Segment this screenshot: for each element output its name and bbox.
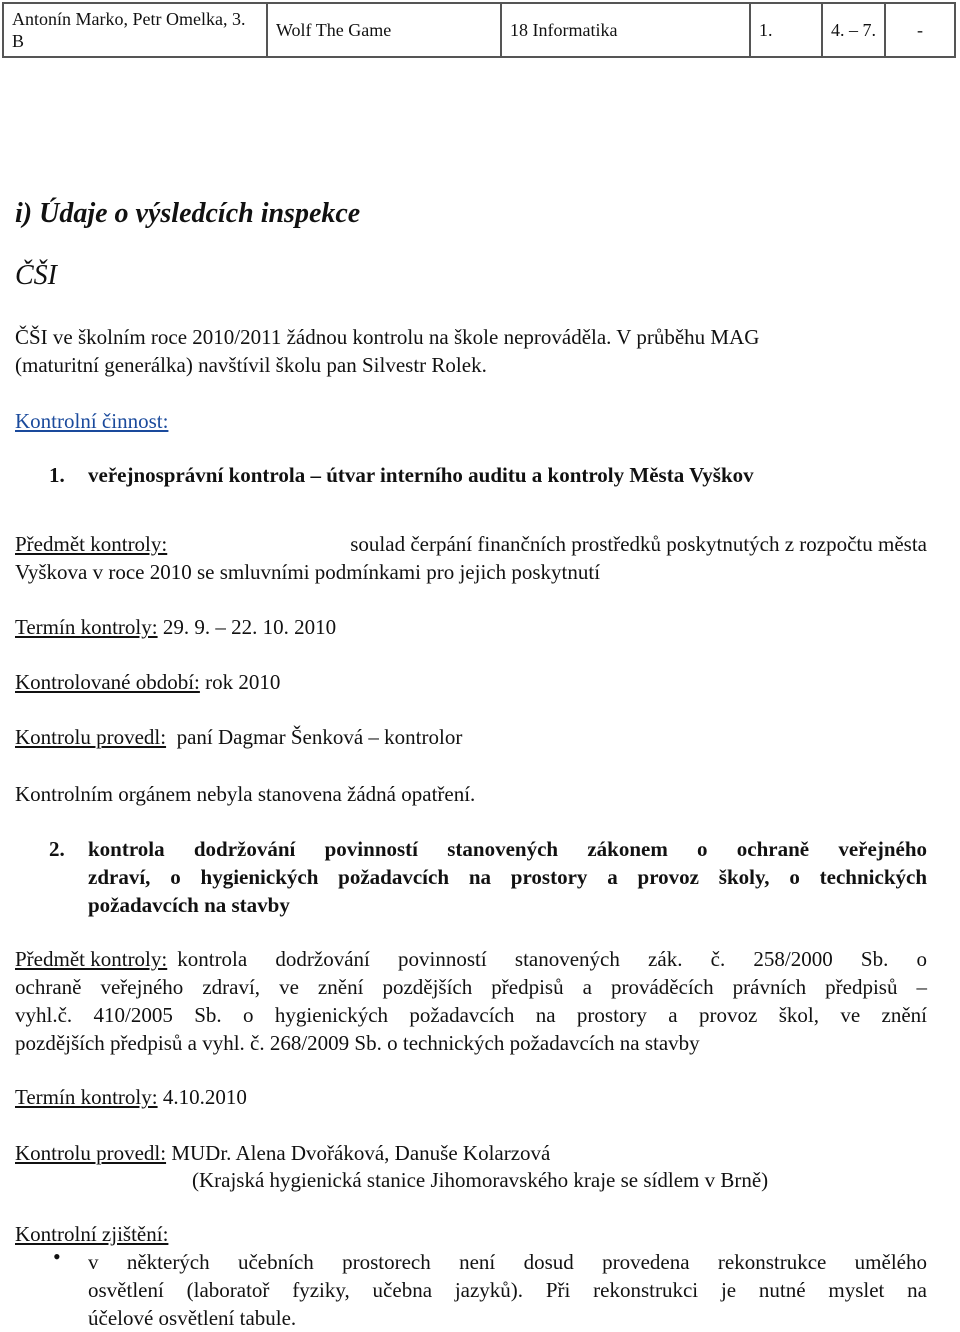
control1-subject-label: Předmět kontroly:: [15, 532, 168, 556]
control2-term-label: Termín kontroly:: [15, 1085, 158, 1109]
activity-label: Kontrolní činnost:: [15, 409, 169, 433]
control2-subject: [15, 945, 927, 1057]
control1-period-value: rok 2010: [205, 670, 281, 694]
finding1-line3: účelové osvětlení tabule.: [88, 1306, 297, 1330]
control1-number: 1.: [49, 463, 65, 487]
section-heading: i) Údaje o výsledcích inspekce: [15, 198, 361, 229]
control2-finding-1: [88, 1248, 927, 1332]
control2-title-line1: kontrola dodržování povinností stanovených zákonem o ochraně veřejného: [88, 837, 927, 861]
control2-subject-line3: vyhl.č. 410/2005 Sb. o hygienických požadavcích na prostory a provoz škol, ve znění: [15, 1003, 927, 1027]
control1-result: Kontrolním orgánem nebyla stanovena žádná opatření.: [15, 782, 476, 806]
header-authors: Antonín Marko, Petr Omelka, 3. B: [4, 4, 268, 56]
header-project-title: Wolf The Game: [268, 4, 502, 56]
control2-subject-label: Předmět kontroly:: [15, 947, 168, 971]
control2-inspector-value: MUDr. Alena Dvořáková, Danuše Kolarzová: [171, 1141, 551, 1165]
control2-subject-line2: ochraně veřejného zdraví, ve znění pozdějších předpisů a prováděcích právních předpisů –: [15, 975, 927, 999]
control2-findings-label: Kontrolní zjištění:: [15, 1222, 169, 1246]
control2-number: 2.: [49, 837, 65, 861]
control1-period-label: Kontrolované období:: [15, 670, 200, 694]
finding1-line2: osvětlení (laboratoř fyziky, učebna jazyků). Při rekonstrukci je nutné myslet na: [88, 1278, 927, 1302]
control2-title-line3: požadavcích na stavby: [88, 893, 290, 917]
intro-line-1: ČŠI ve školním roce 2010/2011 žádnou kontrolu na škole neprováděla. V průběhu MAG: [15, 325, 760, 349]
control1-inspector: [15, 723, 462, 751]
control2-inspector-org: (Krajská hygienická stanice Jihomoravského kraje se sídlem v Brně): [192, 1168, 769, 1192]
finding1-line1: v některých učebních prostorech není dosud provedena rekonstrukce umělého: [88, 1250, 927, 1274]
document-header-table: [2, 2, 956, 58]
control2-subject-line4: pozdějších předpisů a vyhl. č. 268/2009 Sb. o technických požadavcích na stavby: [15, 1031, 700, 1055]
section-subheading: ČŠI: [15, 260, 57, 291]
header-subject: 18 Informatika: [502, 4, 751, 56]
control2-inspector-label: Kontrolu provedl:: [15, 1141, 167, 1165]
control1-term-value: 29. 9. – 22. 10. 2010: [162, 615, 337, 639]
control2-title-line2: zdraví, o hygienických požadavcích na prostory a provoz školy, o technických: [88, 865, 927, 889]
header-col4: 1.: [751, 4, 823, 56]
control1-subject: [15, 530, 927, 558]
intro-line-2: (maturitní generálka) navštívil školu pan Silvestr Rolek.: [15, 353, 487, 377]
control1-subject-line1: soulad čerpání finančních prostředků poskytnutých z rozpočtu města: [350, 532, 927, 556]
control1-period: [15, 668, 280, 696]
control2-inspector: [15, 1139, 550, 1167]
control1-title: veřejnosprávní kontrola – útvar interního auditu a kontroly Města Vyškov: [88, 463, 754, 487]
control2-title: [88, 835, 927, 919]
control2-subject-line1: kontrola dodržování povinností stanovených zák. č. 258/2000 Sb. o: [177, 947, 927, 971]
control1-inspector-value: paní Dagmar Šenková – kontrolor: [176, 725, 463, 749]
header-col5: 4. – 7.: [823, 4, 886, 56]
control2-term-value: 4.10.2010: [162, 1085, 247, 1109]
bullet-icon: •: [53, 1244, 61, 1269]
control1-term-label: Termín kontroly:: [15, 615, 158, 639]
control1-term: [15, 613, 336, 641]
control2-term: [15, 1083, 247, 1111]
control1-inspector-label: Kontrolu provedl:: [15, 725, 167, 749]
control1-subject-line2: Vyškova v roce 2010 se smluvními podmínkami pro jejich poskytnutí: [15, 560, 601, 584]
header-col6: -: [917, 20, 923, 40]
